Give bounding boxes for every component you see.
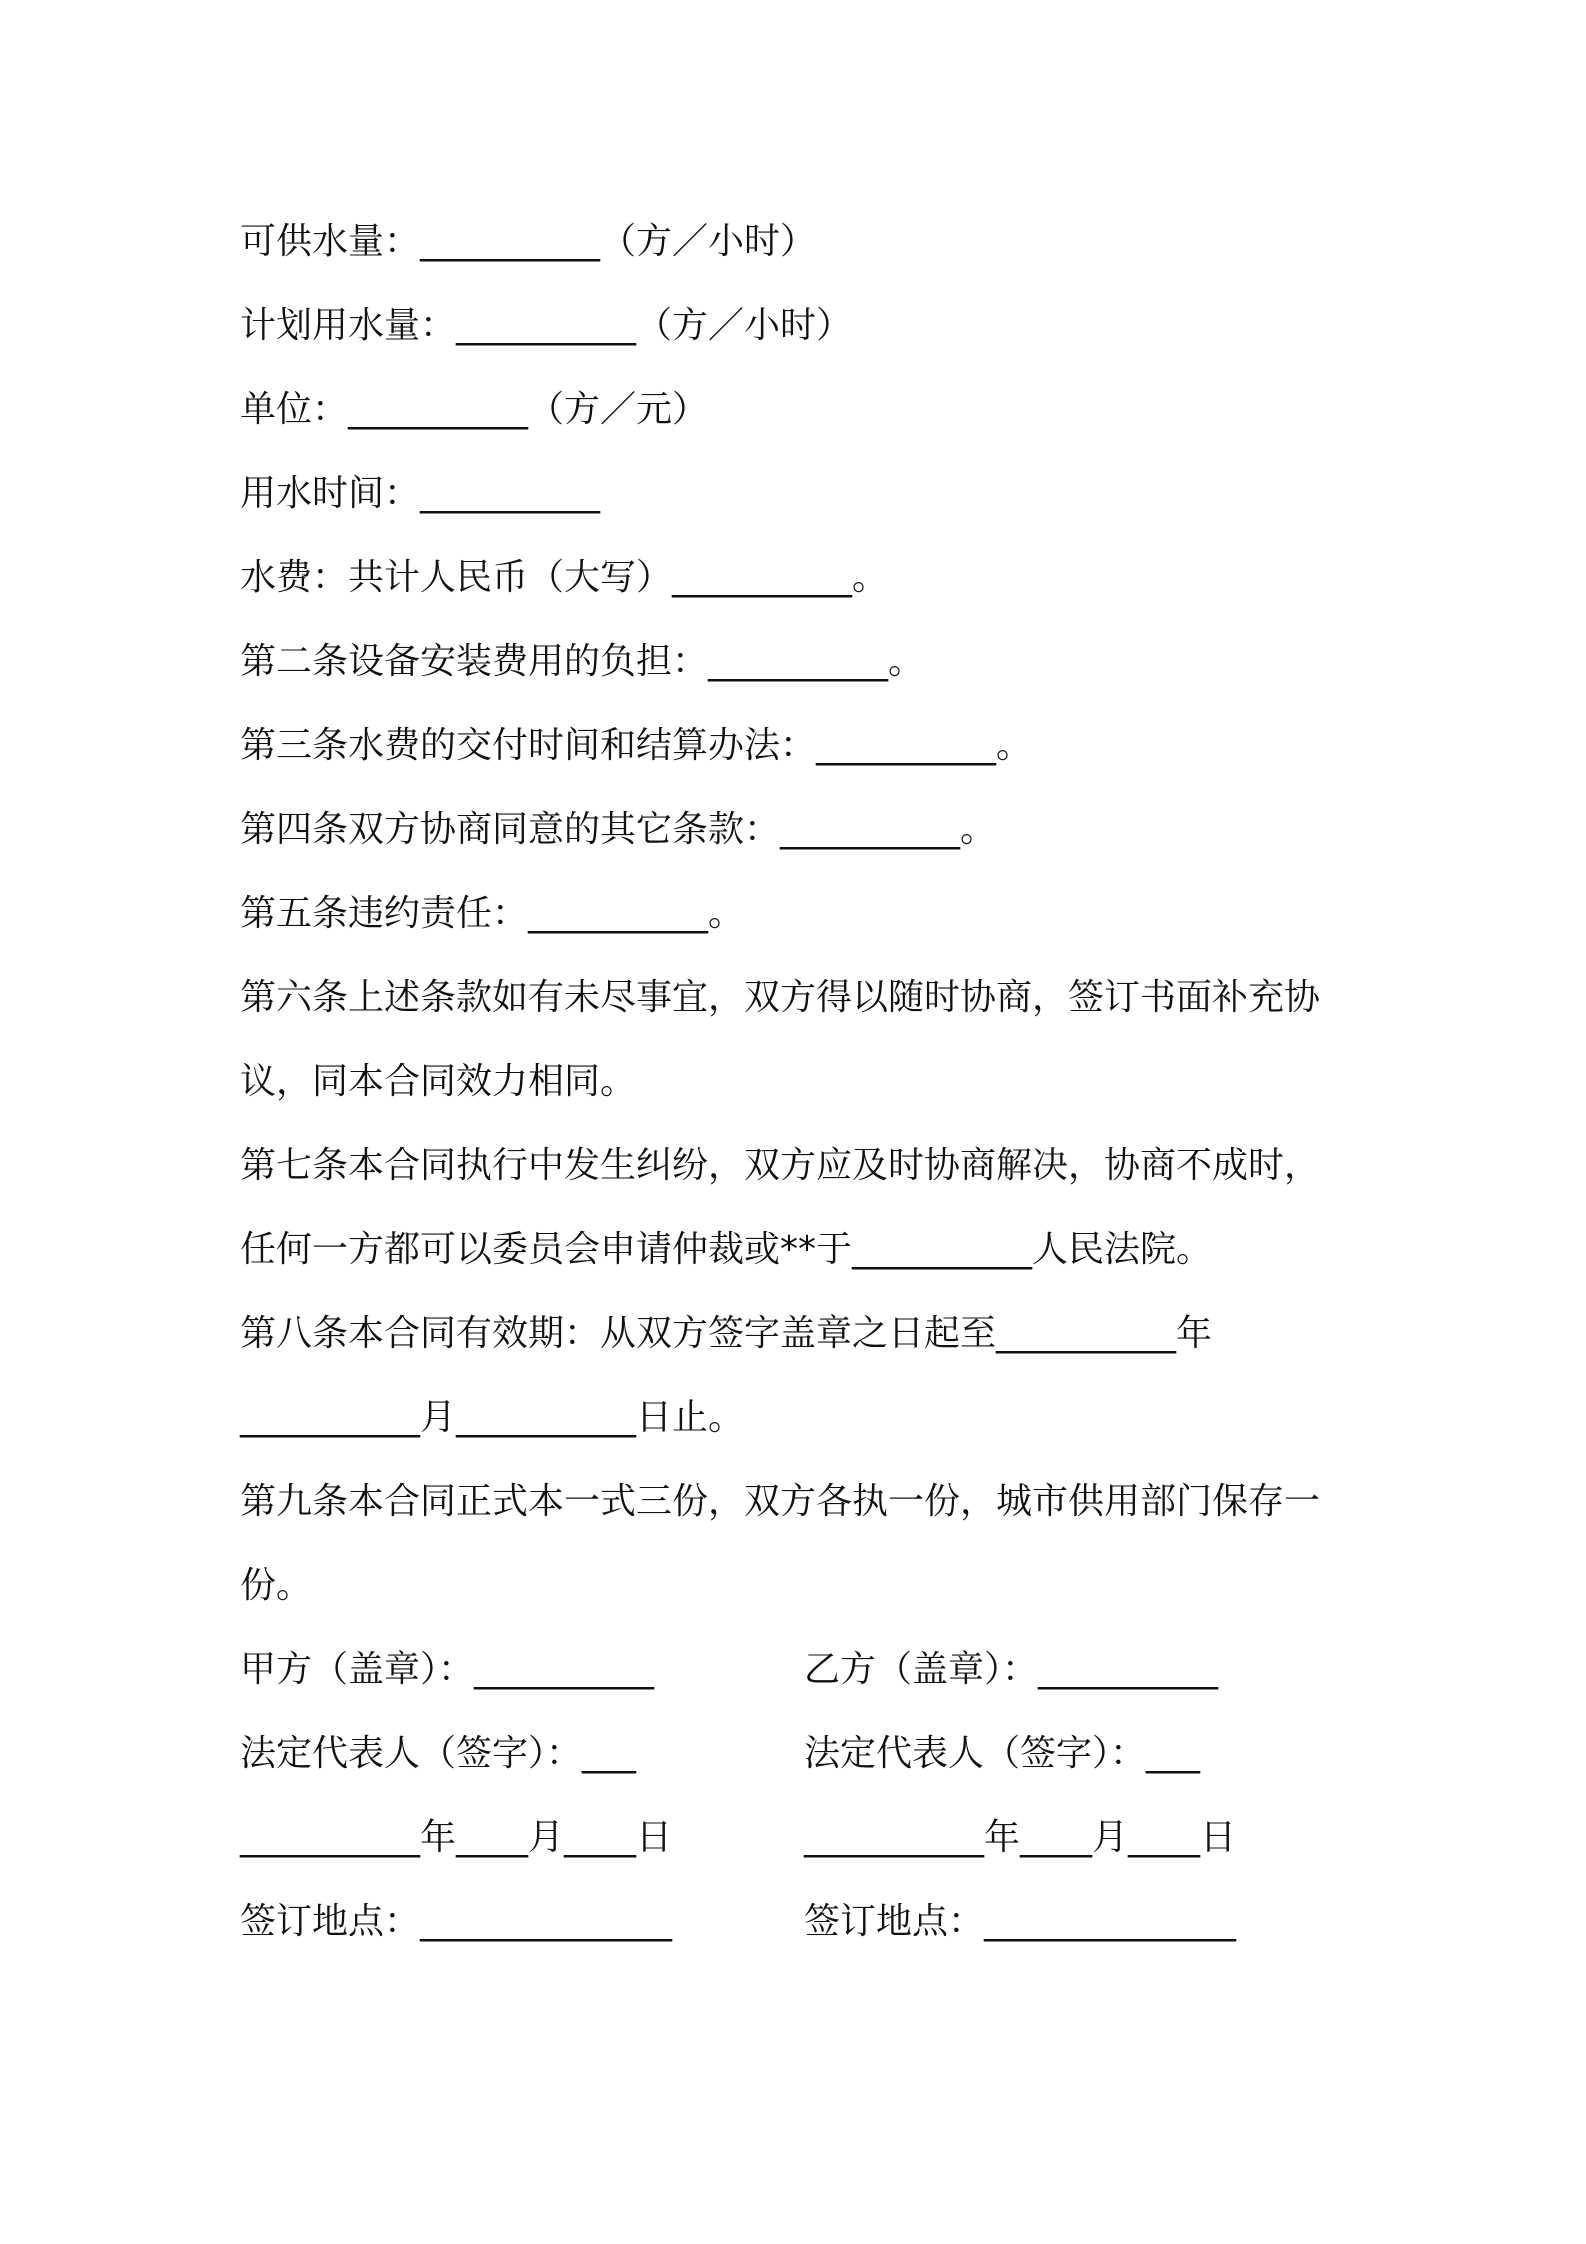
- party-b-place: 签订地点：______________: [804, 1901, 1237, 1942]
- party-b-seal: 乙方（盖章）：__________: [804, 1649, 1219, 1690]
- unit-price-line: 单位：__________（方／元）: [240, 389, 709, 430]
- article-6-line-2: 议，同本合同效力相同。: [240, 1061, 637, 1102]
- water-fee-line: 水费：共计人民币（大写）__________。: [240, 557, 889, 598]
- article-2-line: 第二条设备安装费用的负担：__________。: [240, 641, 925, 682]
- party-a-representative: 法定代表人（签字）：___: [240, 1733, 637, 1774]
- article-9-line-1: 第九条本合同正式本一式三份，双方各执一份，城市供用部门保存一: [240, 1481, 1321, 1522]
- party-a-seal: 甲方（盖章）：__________: [240, 1649, 655, 1690]
- article-8-line-2: __________月__________日止。: [240, 1397, 745, 1438]
- seal-row: [240, 1628, 1370, 1712]
- party-b-representative: 法定代表人（签字）：___: [804, 1733, 1201, 1774]
- article-7-line-2: 任何一方都可以委员会申请仲裁或**于__________人民法院。: [240, 1229, 1213, 1270]
- place-row: [240, 1880, 1370, 1964]
- water-use-time-line: 用水时间：__________: [240, 473, 601, 514]
- article-3-line: 第三条水费的交付时间和结算办法：__________。: [240, 725, 1033, 766]
- representative-row: [240, 1712, 1370, 1796]
- contract-page: [240, 200, 1370, 1964]
- article-9-line-2: 份。: [240, 1565, 313, 1606]
- party-b-date: __________年____月____日: [804, 1817, 1236, 1858]
- party-a-place: 签订地点：______________: [240, 1901, 673, 1942]
- article-7-line-1: 第七条本合同执行中发生纠纷，双方应及时协商解决，协商不成时，: [240, 1145, 1321, 1186]
- party-a-date: __________年____月____日: [240, 1817, 672, 1858]
- water-supply-volume-line: 可供水量：__________（方／小时）: [240, 221, 817, 262]
- date-row: [240, 1796, 1370, 1880]
- article-6-line-1: 第六条上述条款如有未尽事宜，双方得以随时协商，签订书面补充协: [240, 977, 1321, 1018]
- article-4-line: 第四条双方协商同意的其它条款：__________。: [240, 809, 997, 850]
- article-8-line-1: 第八条本合同有效期：从双方签字盖章之日起至__________年: [240, 1313, 1213, 1354]
- planned-water-use-line: 计划用水量：__________（方／小时）: [240, 305, 853, 346]
- article-5-line: 第五条违约责任：__________。: [240, 893, 745, 934]
